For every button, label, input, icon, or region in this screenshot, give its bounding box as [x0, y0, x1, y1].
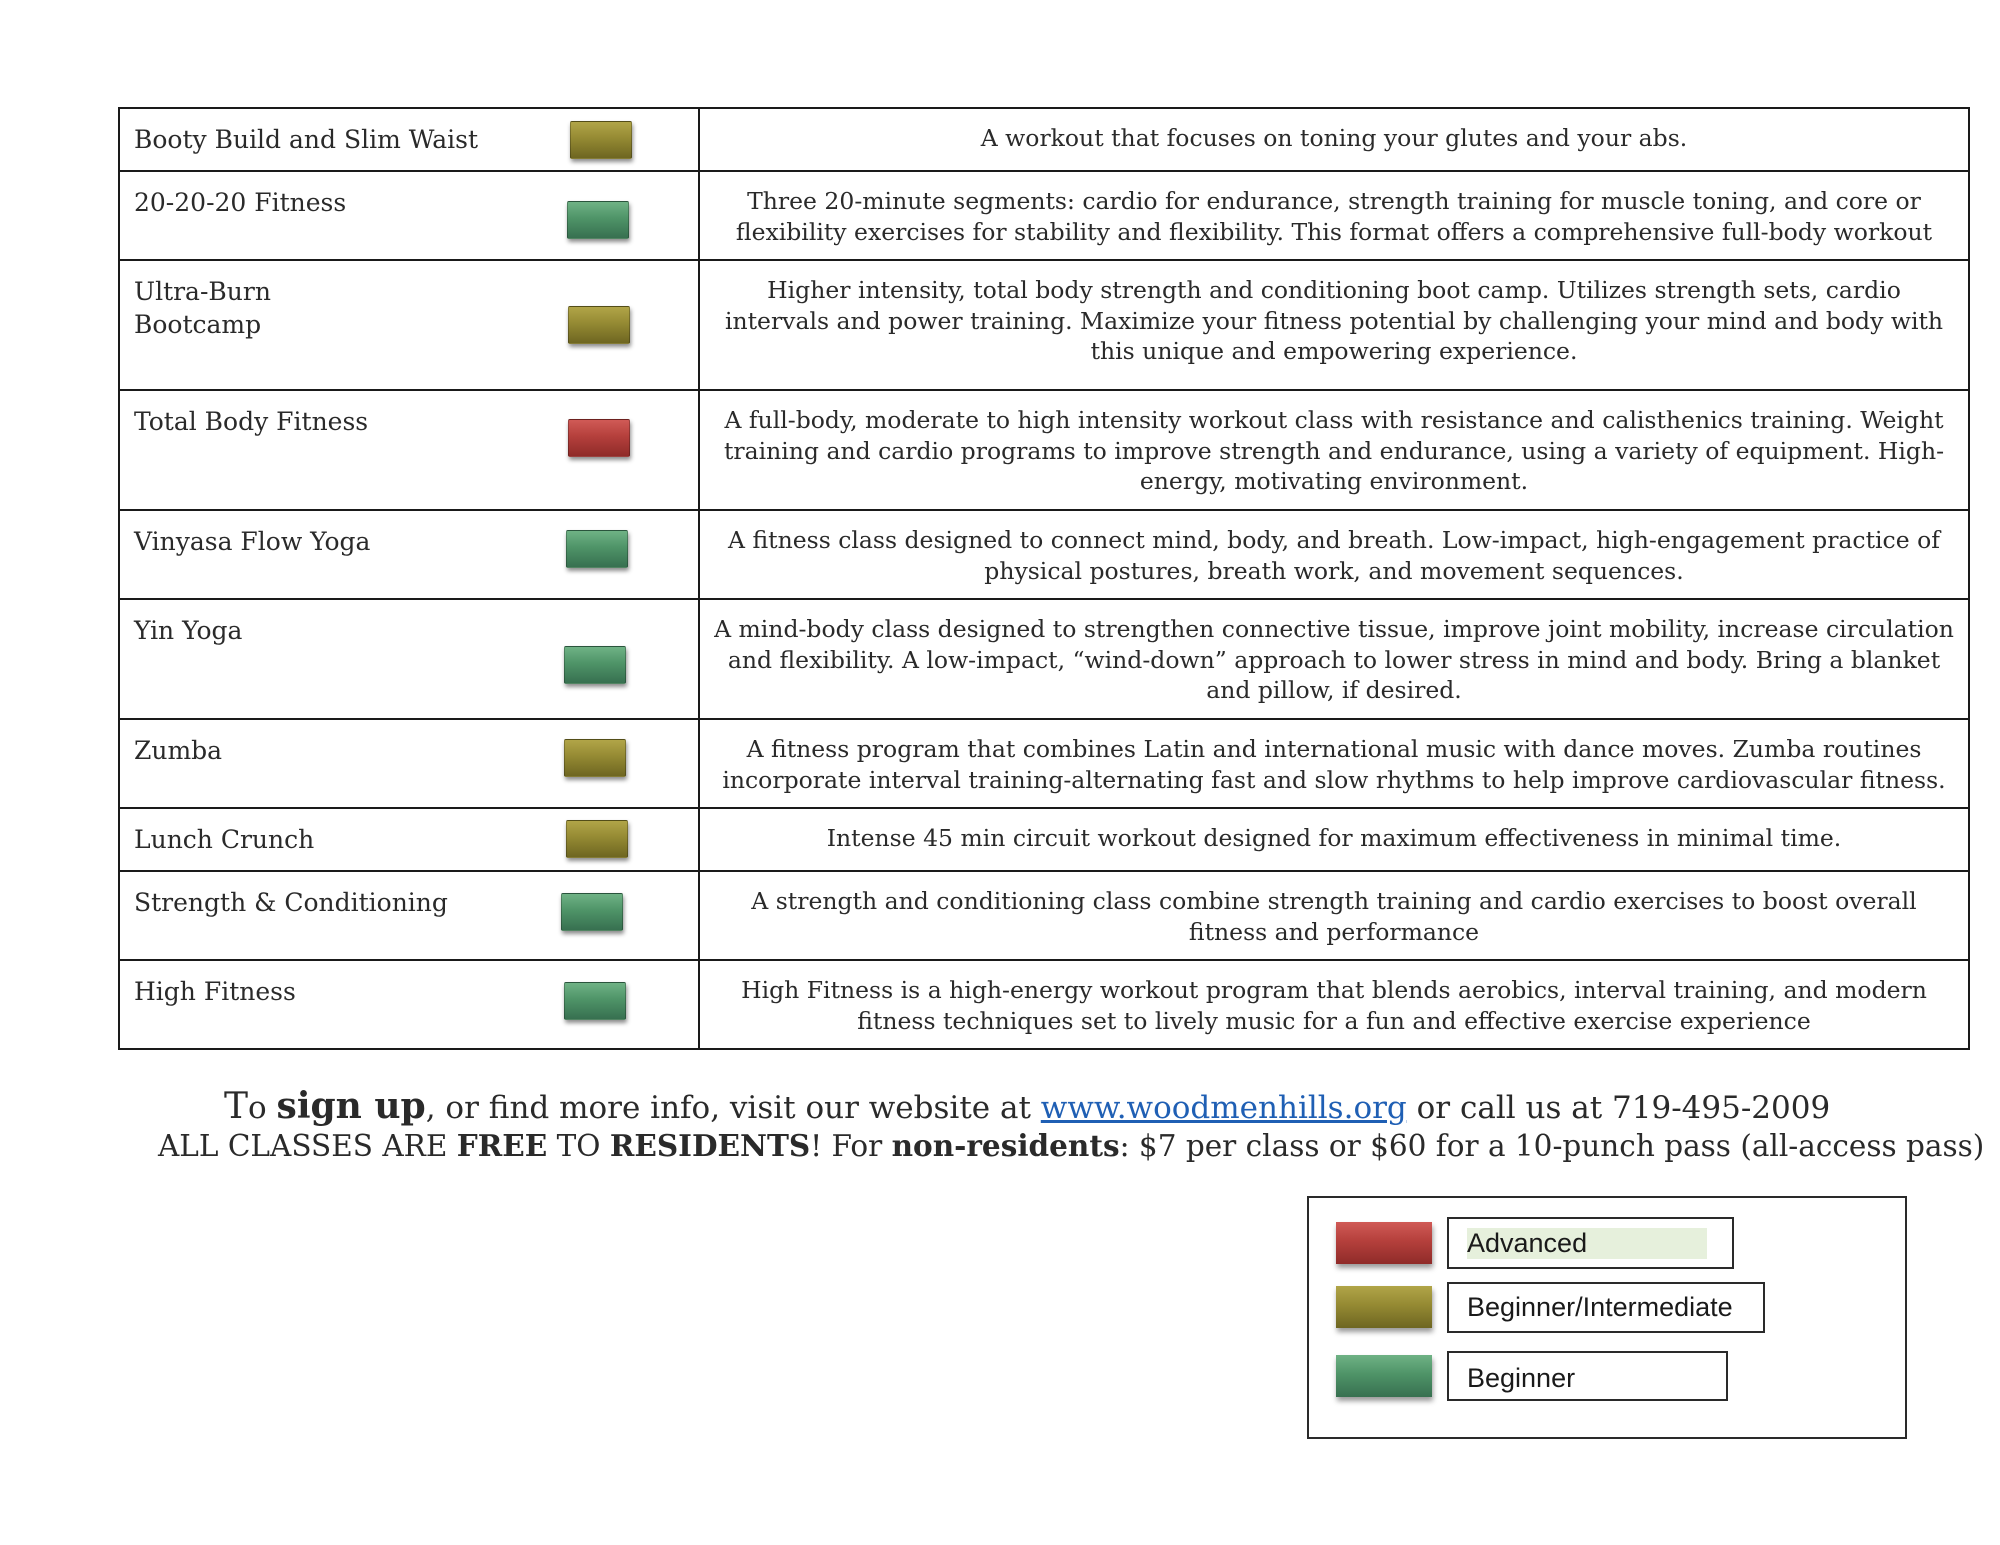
advanced-swatch-icon — [1336, 1222, 1432, 1264]
level-swatch-icon — [564, 739, 626, 777]
free-emphasis: FREE — [456, 1128, 548, 1163]
class-name: High Fitness — [134, 977, 296, 1006]
class-name: Yin Yoga — [134, 616, 243, 645]
class-name-cell — [119, 960, 699, 1049]
level-swatch-icon — [570, 121, 632, 159]
table-row — [119, 390, 1969, 510]
class-name: Total Body Fitness — [134, 407, 369, 436]
class-name-cell — [119, 260, 699, 390]
class-name: Vinyasa Flow Yoga — [134, 527, 371, 556]
phone-text: or call us at 719-495-2009 — [1406, 1090, 1831, 1126]
level-swatch-icon — [568, 306, 630, 344]
class-description: A fitness program that combines Latin and international music with dance moves. Zumba routines incorporate interval training-alternating fast and slow rhythms to help improve cardiovascular fitness. — [699, 719, 1969, 808]
class-name-cell — [119, 871, 699, 960]
class-description: A strength and conditioning class combine strength training and cardio exercises to boost overall fitness and performance — [699, 871, 1969, 960]
class-name-cell — [119, 719, 699, 808]
class-name-cell — [119, 808, 699, 871]
class-name-cell — [119, 171, 699, 260]
class-name-cell — [119, 599, 699, 719]
table-row — [119, 108, 1969, 171]
level-legend — [1307, 1196, 1907, 1439]
legend-advanced-label: Advanced — [1467, 1228, 1707, 1259]
beginner-swatch-icon — [1336, 1355, 1432, 1397]
legend-beginner-box — [1447, 1351, 1728, 1401]
class-name: 20-20-20 Fitness — [134, 188, 347, 217]
class-description: A workout that focuses on toning your glutes and your abs. — [699, 108, 1969, 171]
pricing-text: : $7 per class or $60 for a 10-punch pass (all-access pass) — [1119, 1129, 1985, 1163]
table-row — [119, 599, 1969, 719]
class-description: A full-body, moderate to high intensity workout class with resistance and calisthenics training. Weight training and cardio programs to improve strength and endurance, using a variety of equipment. High-energy, motivating environment. — [699, 390, 1969, 510]
class-name: Lunch Crunch — [134, 825, 315, 854]
legend-intermediate-label: Beginner/Intermediate — [1467, 1292, 1733, 1322]
level-swatch-icon — [564, 982, 626, 1020]
class-name: Ultra-Burn Bootcamp — [134, 277, 271, 339]
class-description: A mind-body class designed to strengthen connective tissue, improve joint mobility, increase circulation and flexibility. A low-impact, “wind-down” approach to lower stress in mind and body. Bring a blanket and pillow, if desired. — [699, 599, 1969, 719]
residents-emphasis: RESIDENTS — [609, 1128, 811, 1163]
class-name-cell — [119, 510, 699, 599]
table-row — [119, 260, 1969, 390]
class-description: Three 20-minute segments: cardio for endurance, strength training for muscle toning, and core or flexibility exercises for stability and flexibility. This format offers a comprehensive full-body workout — [699, 171, 1969, 260]
class-description: A fitness class designed to connect mind, body, and breath. Low-impact, high-engagement practice of physical postures, breath work, and movement sequences. — [699, 510, 1969, 599]
classes-table — [118, 107, 1970, 1050]
legend-intermediate-box — [1447, 1282, 1765, 1333]
table-row — [119, 171, 1969, 260]
signup-text: T — [224, 1086, 249, 1127]
level-swatch-icon — [566, 530, 628, 568]
level-swatch-icon — [568, 419, 630, 457]
table-row — [119, 719, 1969, 808]
level-swatch-icon — [561, 893, 623, 931]
table-row — [119, 510, 1969, 599]
signup-emphasis: sign up — [276, 1085, 426, 1127]
legend-beginner-label: Beginner — [1467, 1363, 1576, 1393]
class-name: Booty Build and Slim Waist — [134, 125, 479, 154]
signup-text: , or find more info, visit our website at — [425, 1090, 1041, 1126]
class-description: Intense 45 min circuit workout designed for maximum effectiveness in minimal time. — [699, 808, 1969, 871]
level-swatch-icon — [564, 646, 626, 684]
pricing-text: TO — [547, 1129, 610, 1163]
class-name: Strength & Conditioning — [134, 888, 448, 917]
class-name: Zumba — [134, 736, 223, 765]
table-row — [119, 871, 1969, 960]
pricing-info — [158, 1128, 1984, 1163]
pricing-text: ALL CLASSES ARE — [158, 1129, 457, 1163]
legend-advanced-box — [1447, 1217, 1734, 1269]
signup-info — [224, 1085, 1830, 1127]
website-link[interactable]: www.woodmenhills.org — [1040, 1090, 1407, 1126]
class-name-cell — [119, 390, 699, 510]
level-swatch-icon — [567, 201, 629, 239]
intermediate-swatch-icon — [1336, 1286, 1432, 1328]
pricing-text: ! For — [810, 1129, 892, 1163]
class-description: Higher intensity, total body strength and conditioning boot camp. Utilizes strength sets, cardio intervals and power training. Maximize your fitness potential by challenging your mind and body with this unique and empowering experience. — [699, 260, 1969, 390]
class-description: High Fitness is a high-energy workout program that blends aerobics, interval training, and modern fitness techniques set to lively music for a fun and effective exercise experience — [699, 960, 1969, 1049]
signup-text: o — [248, 1090, 277, 1126]
table-row — [119, 960, 1969, 1049]
table-row — [119, 808, 1969, 871]
level-swatch-icon — [566, 820, 628, 858]
nonresidents-emphasis: non-residents — [891, 1128, 1120, 1163]
class-name-cell — [119, 108, 699, 171]
